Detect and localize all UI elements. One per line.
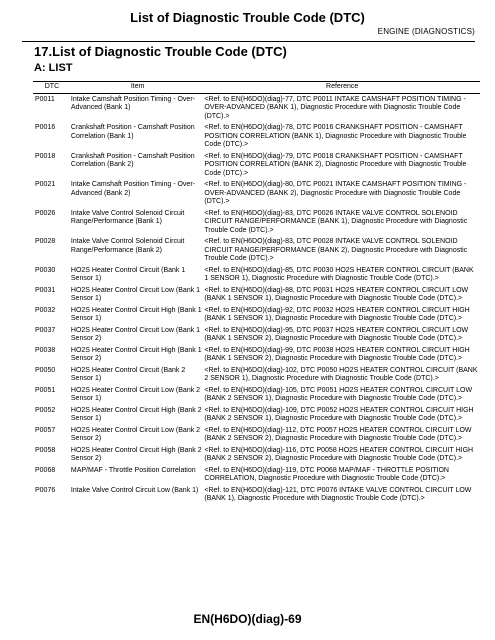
table-row xyxy=(33,425,480,445)
dtc-cell: P0037 xyxy=(35,326,56,334)
table-row xyxy=(33,208,480,237)
dtc-cell: P0050 xyxy=(35,366,56,374)
header-rule xyxy=(22,41,475,42)
item-cell: HO2S Heater Control Circuit Low (Bank 2 Sensor 1) xyxy=(70,386,201,402)
dtc-cell: P0016 xyxy=(35,124,56,131)
reference-cell: <Ref. to EN(H6DO)(diag)-83, DTC P0026 INTAKE VALVE CONTROL SOLENOID CIRCUIT RANGE/PERFORMANCE (BANK 1), Diagnostic Procedure with Diagnostic Trouble Code (DTC).> xyxy=(204,209,468,234)
table-row xyxy=(33,305,480,325)
dtc-cell: P0018 xyxy=(35,152,56,160)
table-row xyxy=(33,405,480,425)
table-row xyxy=(33,122,480,151)
reference-cell: <Ref. to EN(H6DO)(diag)-95, DTC P0037 HO2S HEATER CONTROL CIRCUIT LOW (BANK 1 SENSOR 2), Diagnostic Procedure with Diagnostic Trouble Code (DTC).> xyxy=(204,326,469,342)
table-row xyxy=(33,365,480,385)
table-row xyxy=(33,325,480,345)
dtc-cell: P0031 xyxy=(35,286,56,294)
reference-cell: <Ref. to EN(H6DO)(diag)-78, DTC P0016 CRANKSHAFT POSITION - CAMSHAFT POSITION CORRELATION (BANK 1), Diagnostic Procedure with Diagnostic Trouble Code (DTC).> xyxy=(204,124,467,148)
item-cell: Crankshaft Position - Camshaft Position Correlation (Bank 1) xyxy=(70,124,195,140)
table-row xyxy=(33,445,480,465)
table-row xyxy=(33,485,480,505)
page-header-section: ENGINE (DIAGNOSTICS) xyxy=(377,27,475,36)
dtc-cell: P0051 xyxy=(35,386,56,394)
table-row xyxy=(33,179,480,208)
page-footer-id: EN(H6DO)(diag)-69 xyxy=(193,612,302,626)
reference-cell: <Ref. to EN(H6DO)(diag)-121, DTC P0076 INTAKE VALVE CONTROL CIRCUIT LOW (BANK 1), Diagnostic Procedure with Diagnostic Trouble Code (DTC).> xyxy=(204,486,472,502)
dtc-cell: P0057 xyxy=(35,426,56,434)
item-cell: HO2S Heater Control Circuit (Bank 2 Sensor 1) xyxy=(70,366,186,382)
item-cell: Intake Valve Control Solenoid Circuit Range/Performance (Bank 2) xyxy=(70,238,185,254)
column-header-reference: Reference xyxy=(204,82,480,94)
item-cell: Intake Valve Control Circuit Low (Bank 1) xyxy=(70,486,199,494)
dtc-cell: P0076 xyxy=(35,486,56,494)
table-row xyxy=(33,265,480,285)
item-cell: HO2S Heater Control Circuit High (Bank 2 Sensor 2) xyxy=(70,446,202,462)
page-header-title: List of Diagnostic Trouble Code (DTC) xyxy=(130,10,365,25)
item-cell: MAP/MAF - Throttle Position Correlation xyxy=(70,466,196,474)
reference-cell: <Ref. to EN(H6DO)(diag)-102, DTC P0050 HO2S HEATER CONTROL CIRCUIT (BANK 2 SENSOR 1), Diagnostic Procedure with Diagnostic Trouble Code (DTC).> xyxy=(204,366,478,382)
item-cell: HO2S Heater Control Circuit (Bank 1 Sensor 1) xyxy=(70,266,186,282)
item-cell: HO2S Heater Control Circuit High (Bank 2 Sensor 1) xyxy=(70,406,202,422)
dtc-cell: P0011 xyxy=(35,95,55,103)
dtc-cell: P0026 xyxy=(35,209,56,217)
column-header-dtc: DTC xyxy=(33,82,71,94)
reference-cell: <Ref. to EN(H6DO)(diag)-116, DTC P0058 HO2S HEATER CONTROL CIRCUIT HIGH (BANK 2 SENSOR 2), Diagnostic Procedure with Diagnostic Trouble Code (DTC).> xyxy=(204,446,474,462)
item-cell: Intake Camshaft Position Timing - Over-Advanced (Bank 2) xyxy=(70,181,195,197)
table-row xyxy=(33,385,480,405)
table-row xyxy=(33,236,480,265)
reference-cell: <Ref. to EN(H6DO)(diag)-119, DTC P0068 MAP/MAF - THROTTLE POSITION CORRELATION, Diagnostic Procedure with Diagnostic Trouble Code (DTC).> xyxy=(204,466,449,482)
item-cell: HO2S Heater Control Circuit Low (Bank 1 Sensor 1) xyxy=(70,286,201,302)
dtc-cell: P0032 xyxy=(35,306,56,314)
reference-cell: <Ref. to EN(H6DO)(diag)-77, DTC P0011 INTAKE CAMSHAFT POSITION TIMING - OVER-ADVANCED (BANK 1), Diagnostic Procedure with Diagnostic Trouble Code (DTC).> xyxy=(204,95,466,120)
item-cell: Intake Valve Control Solenoid Circuit Range/Performance (Bank 1) xyxy=(70,209,185,225)
reference-cell: <Ref. to EN(H6DO)(diag)-79, DTC P0018 CRANKSHAFT POSITION - CAMSHAFT POSITION CORRELATION (BANK 2), Diagnostic Procedure with Diagnostic Trouble Code (DTC).> xyxy=(204,152,467,177)
dtc-cell: P0021 xyxy=(35,181,56,188)
item-cell: HO2S Heater Control Circuit High (Bank 1 Sensor 1) xyxy=(70,306,202,322)
reference-cell: <Ref. to EN(H6DO)(diag)-88, DTC P0031 HO2S HEATER CONTROL CIRCUIT LOW (BANK 1 SENSOR 1), Diagnostic Procedure with Diagnostic Trouble Code (DTC).> xyxy=(204,286,469,302)
dtc-cell: P0030 xyxy=(35,266,56,274)
reference-cell: <Ref. to EN(H6DO)(diag)-85, DTC P0030 HO2S HEATER CONTROL CIRCUIT (BANK 1 SENSOR 1), Diagnostic Procedure with Diagnostic Trouble Code (DTC).> xyxy=(204,266,474,282)
dtc-table xyxy=(33,81,480,505)
dtc-cell: P0058 xyxy=(35,446,56,454)
item-cell: HO2S Heater Control Circuit High (Bank 1 Sensor 2) xyxy=(70,346,202,362)
dtc-cell: P0052 xyxy=(35,406,56,414)
section-title: 17.List of Diagnostic Trouble Code (DTC) xyxy=(34,44,287,59)
table-header-row xyxy=(33,82,480,94)
table-row xyxy=(33,151,480,180)
table-row xyxy=(33,465,480,485)
reference-cell: <Ref. to EN(H6DO)(diag)-99, DTC P0038 HO2S HEATER CONTROL CIRCUIT HIGH (BANK 1 SENSOR 2), Diagnostic Procedure with Diagnostic Trouble Code (DTC).> xyxy=(204,346,470,362)
table-row xyxy=(33,93,480,122)
item-cell: HO2S Heater Control Circuit Low (Bank 2 Sensor 2) xyxy=(70,426,201,442)
column-header-item: Item xyxy=(71,82,204,94)
item-cell: Crankshaft Position - Camshaft Position Correlation (Bank 2) xyxy=(70,152,195,168)
reference-cell: <Ref. to EN(H6DO)(diag)-92, DTC P0032 HO2S HEATER CONTROL CIRCUIT HIGH (BANK 1 SENSOR 1), Diagnostic Procedure with Diagnostic Trouble Code (DTC).> xyxy=(204,306,470,322)
reference-cell: <Ref. to EN(H6DO)(diag)-112, DTC P0057 HO2S HEATER CONTROL CIRCUIT LOW (BANK 2 SENSOR 2), Diagnostic Procedure with Diagnostic Trouble Code (DTC).> xyxy=(204,426,472,442)
dtc-cell: P0038 xyxy=(35,346,56,354)
dtc-cell: P0028 xyxy=(35,238,56,245)
reference-cell: <Ref. to EN(H6DO)(diag)-80, DTC P0021 INTAKE CAMSHAFT POSITION TIMING - OVER-ADVANCED (BANK 2), Diagnostic Procedure with Diagnostic Trouble Code (DTC).> xyxy=(204,181,467,205)
item-cell: Intake Camshaft Position Timing - Over-Advanced (Bank 1) xyxy=(70,95,195,111)
reference-cell: <Ref. to EN(H6DO)(diag)-109, DTC P0052 HO2S HEATER CONTROL CIRCUIT HIGH (BANK 2 SENSOR 1), Diagnostic Procedure with Diagnostic Trouble Code (DTC).> xyxy=(204,406,474,422)
dtc-cell: P0068 xyxy=(35,466,56,474)
reference-cell: <Ref. to EN(H6DO)(diag)-105, DTC P0051 HO2S HEATER CONTROL CIRCUIT LOW (BANK 2 SENSOR 1), Diagnostic Procedure with Diagnostic Trouble Code (DTC).> xyxy=(204,386,473,402)
table-row xyxy=(33,345,480,365)
table-row xyxy=(33,285,480,305)
item-cell: HO2S Heater Control Circuit Low (Bank 1 Sensor 2) xyxy=(70,326,201,342)
reference-cell: <Ref. to EN(H6DO)(diag)-83, DTC P0028 INTAKE VALVE CONTROL SOLENOID CIRCUIT RANGE/PERFORMANCE (BANK 2), Diagnostic Procedure with Diagnostic Trouble Code (DTC).> xyxy=(204,238,468,262)
subsection-title: A: LIST xyxy=(34,62,73,74)
table-body xyxy=(33,93,480,505)
